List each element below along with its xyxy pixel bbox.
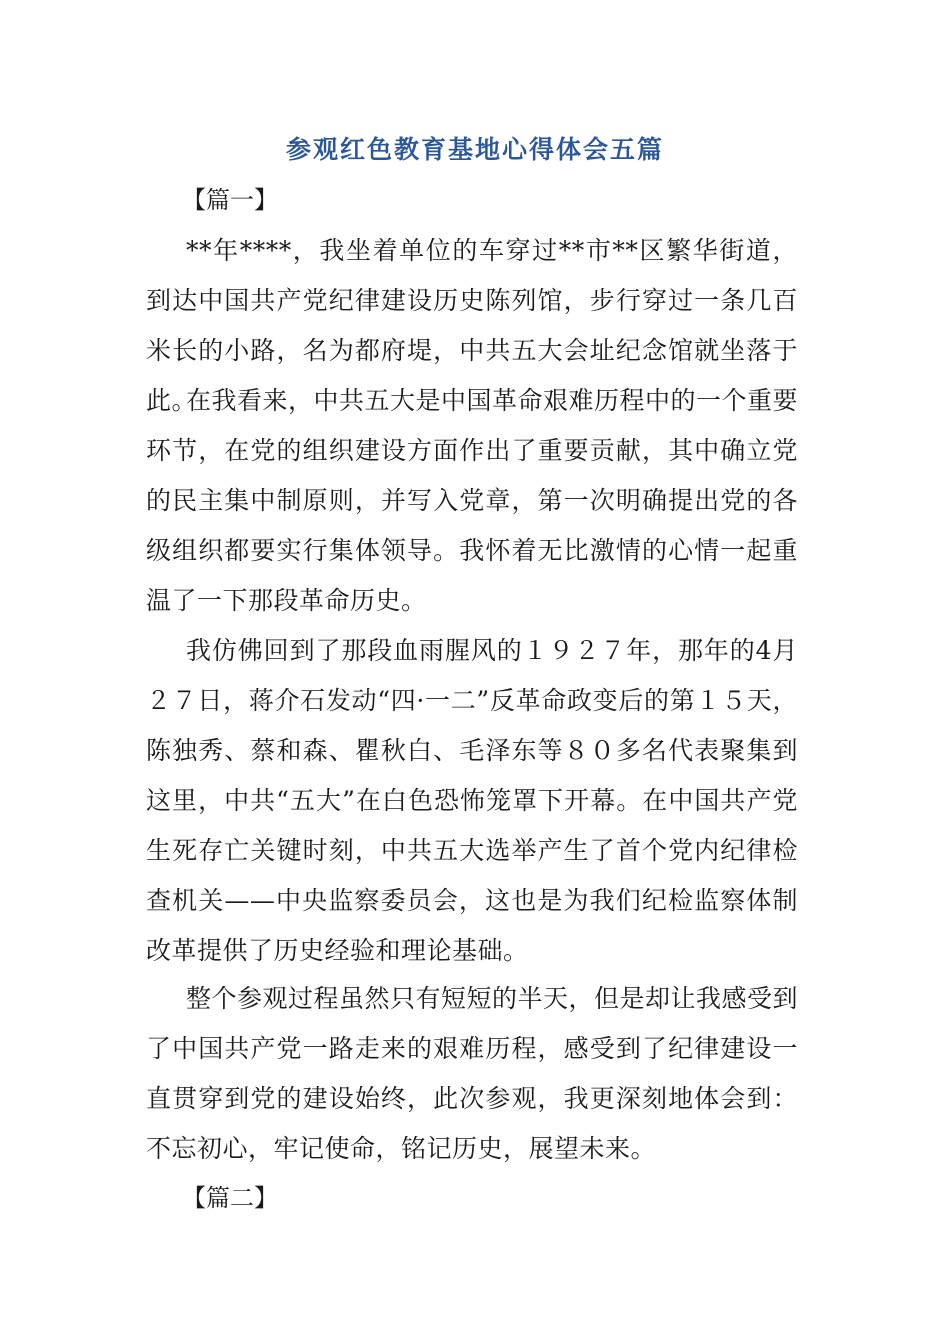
document-title: 参观红色教育基地心得体会五篇 xyxy=(285,135,664,164)
paragraph-4: 整个参观过程虽然只有短短的半天，但是却让我感受到了中国共产党一路走来的艰难历程，感受到了纪律建设一直贯穿到党的建设始终，此次参观，我更深刻地体会到：不忘初心，牢记使命，铭记历史，展望未来。 xyxy=(146,984,799,1163)
paragraph-3: 我仿佛回到了那段血雨腥风的１９２７年，那年的4月２７日，蒋介石发动“四·一二”反革命政变后的第１５天，陈独秀、蔡和森、瞿秋白、毛泽东等８０多名代表聚集到这里，中共“五大”在白色恐怖笼罩下开幕。在中国共产党生死存亡关键时刻，中共五大选举产生了首个党内纪律检查机关——中央监察委员会，这也是为我们纪检监察体制改革提供了历史经验和理论基础。 xyxy=(146,636,798,965)
section-heading-1: 【篇一】 xyxy=(182,186,278,214)
section-heading-2: 【篇二】 xyxy=(182,1184,278,1212)
paragraph-2: 在我看来，中共五大是中国革命艰难历程中的一个重要环节，在党的组织建设方面作出了重要贡献，其中确立党的民主集中制原则，并写入党章，第一次明确提出党的各级组织都要实行集体领导。我怀着无比激情的心情一起重温了一下那段革命历史。 xyxy=(146,386,799,615)
paragraph-1: **年****，我坐着单位的车穿过**市**区繁华街道，到达中国共产党纪律建设历史陈列馆，步行穿过一条几百米长的小路，名为都府堤，中共五大会址纪念馆就坐落于此。 xyxy=(146,236,798,415)
